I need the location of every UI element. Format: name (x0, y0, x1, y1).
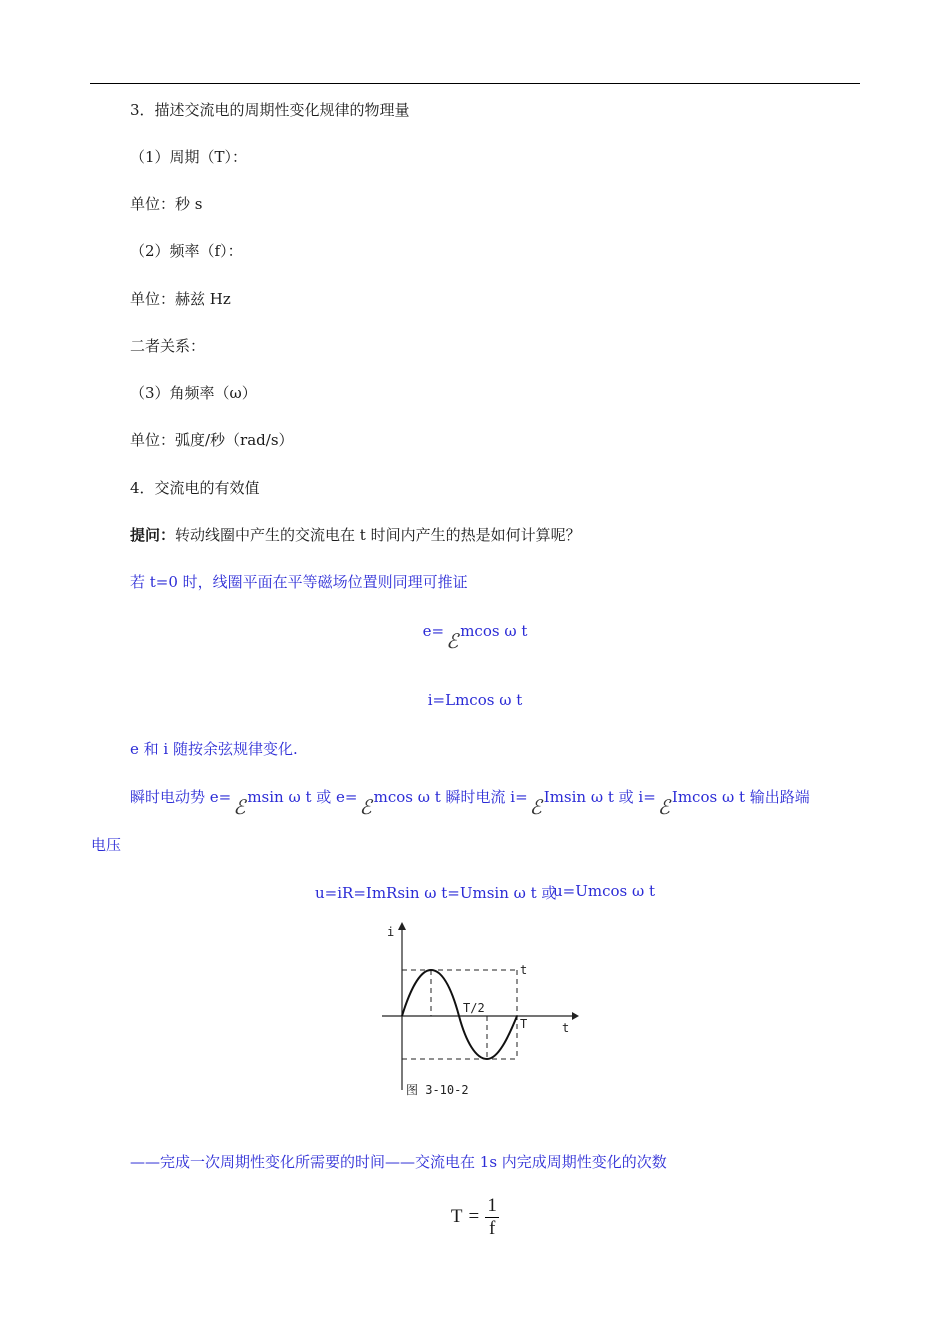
x-axis-arrow (572, 1012, 579, 1020)
derivation-line: 若 t=0 时，线圈平面在平等磁场位置则同理可推证 (130, 573, 468, 591)
definitions-line: ——完成一次周期性变化所需要的时间——交流电在 1s 内完成周期性变化的次数 (130, 1153, 667, 1171)
period-label: （1）周期（T）： (130, 148, 248, 166)
period-unit: 单位：秒 s (130, 195, 203, 213)
emf-script-symbol: ℰ (657, 795, 670, 819)
emf-script-symbol: ℰ (529, 795, 542, 819)
question-tag: 提问： (130, 526, 176, 544)
half-period-label: T/2 (463, 1001, 485, 1015)
angular-frequency-unit: 单位：弧度/秒（rad/s） (130, 431, 294, 449)
peak-label: t (520, 963, 528, 977)
period-label: T (520, 1017, 528, 1031)
formula-lhs: T (450, 1206, 463, 1228)
emf-script-symbol: ℰ (233, 795, 246, 819)
frequency-label: （2）频率（f）： (130, 242, 243, 260)
question-line (130, 524, 581, 545)
heading-3: 3．描述交流电的周期性变化规律的物理量 (130, 101, 410, 119)
x-axis-label: t (562, 1021, 570, 1035)
formula-numerator: 1 (487, 1195, 497, 1216)
formula-fraction (485, 1195, 499, 1240)
cosine-note: e 和 i 随按余弦规律变化. (130, 740, 298, 758)
question-text: 转动线圈中产生的交流电在 t 时间内产生的热是如何计算呢？ (175, 526, 581, 544)
heading-4: 4．交流电的有效值 (130, 479, 260, 497)
formula-denominator: f (488, 1217, 496, 1239)
formula-equals: = (468, 1206, 480, 1228)
relation-label: 二者关系： (130, 337, 206, 355)
voltage-equation-a: u=iR=ImRsin ω t=Umsin ω t 或 (315, 884, 557, 902)
header-rule (90, 83, 860, 84)
instantaneous-line-wrap: 电压 (91, 836, 122, 854)
sine-wave-figure (372, 920, 582, 1100)
figure-caption: 图 3-10-2 (406, 1083, 469, 1097)
equation-e: e= ℰ mcos ω t (422, 622, 528, 653)
voltage-equation-b: u=Umcos ω t (553, 882, 656, 900)
y-axis-label: i (387, 925, 395, 939)
emf-script-symbol: ℰ (359, 795, 372, 819)
angular-frequency-label: （3）角频率（ω） (130, 384, 257, 402)
y-axis-arrow (398, 922, 406, 930)
instantaneous-line: 瞬时电动势 e= ℰ msin ω t 或 e= ℰ mcos ω t 瞬时电流 i= ℰ Imsin ω t 或 i= ℰ Imcos ω t 输出路端 (130, 788, 810, 819)
emf-script-symbol: ℰ (446, 629, 459, 653)
period-frequency-formula (0, 1195, 950, 1240)
equation-i: i=Lmcos ω t (427, 691, 523, 709)
frequency-unit: 单位：赫兹 Hz (130, 290, 231, 308)
sine-curve (402, 970, 517, 1059)
